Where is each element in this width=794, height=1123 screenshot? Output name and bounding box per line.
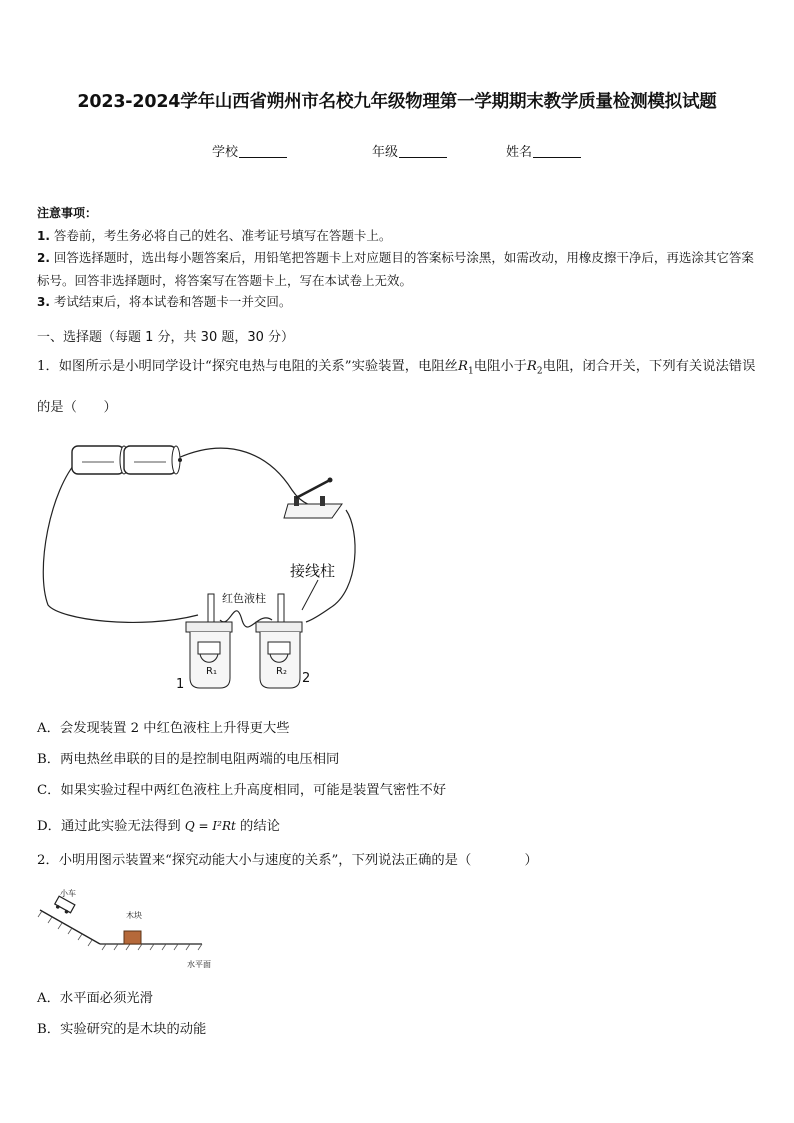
circuit-figure [30,430,390,700]
name-blank[interactable] [533,144,581,158]
name-field[interactable] [506,141,581,160]
q1-option-b: B．两电热丝串联的目的是控制电阻两端的电压相同 [37,752,340,767]
liquid-label: 红色液柱 [222,592,266,605]
switch-icon [284,478,342,519]
question-2-text: 2．小明用图示装置来“探究动能大小与速度的关系”，下列说法正确的是（ ） [37,853,538,868]
jar-2-number: 2 [302,671,311,686]
page-title: 2023-2024学年山西省朔州市名校九年级物理第一学期期末教学质量检测模拟试题 [77,92,717,112]
school-label: 学校 [212,145,239,160]
school-blank[interactable] [239,144,287,158]
q1-option-a: A．会发现装置 2 中红色液柱上升得更大些 [37,721,290,736]
surface-label: 水平面 [187,960,211,969]
school-field[interactable] [212,141,287,160]
wood-block-icon [124,931,141,944]
block-label: 木块 [126,911,142,920]
battery-icon [72,446,182,474]
note-item: 2. 回答选择题时，选出每小题答案后，用铅笔把答题卡上对应题目的答案标号涂黑，如需改动，用橡皮擦干净后，再选涂其它答案标号。回答非选择题时，将答案写在答题卡上，写在本试卷上无效。 [37,250,754,288]
notes-section [37,203,759,314]
q2-option-a: A．水平面必须光滑 [37,991,153,1006]
cart-icon [53,896,74,915]
notes-heading: 注意事项： [37,206,98,220]
jar-2 [256,594,302,688]
cart-label: 小车 [60,889,76,898]
jar-2-resistor: R₂ [276,666,287,677]
jar-1-number: 1 [176,677,185,692]
q1-option-d: D．通过此实验无法得到 Q = I²Rt 的结论 [37,819,280,834]
grade-field[interactable] [372,141,447,160]
grade-blank[interactable] [399,144,447,158]
section-heading: 一、选择题（每题 1 分，共 30 题，30 分） [37,330,295,345]
note-item: 3. 考试结束后，将本试卷和答题卡一并交回。 [37,294,292,309]
incline-figure [34,884,224,974]
note-item: 1. 答卷前，考生务必将自己的姓名、准考证号填写在答题卡上。 [37,227,392,243]
grade-label: 年级 [372,145,399,160]
q2-option-b: B．实验研究的是木块的动能 [37,1022,207,1037]
q1-option-c: C．如果实验过程中两红色液柱上升高度相同，可能是装置气密性不好 [37,783,447,798]
name-label: 姓名 [506,145,533,160]
question-1-text: 1．如图所示是小明同学设计“探究电热与电阻的关系”实验装置，电阻丝$R_1$电阻小于$R_2$电阻，闭合开关，下列有关说法错误的是（ ） [37,359,756,415]
jar-1-resistor: R₁ [206,666,217,677]
jar-1 [186,594,232,688]
terminal-label: 接线柱 [290,562,336,580]
